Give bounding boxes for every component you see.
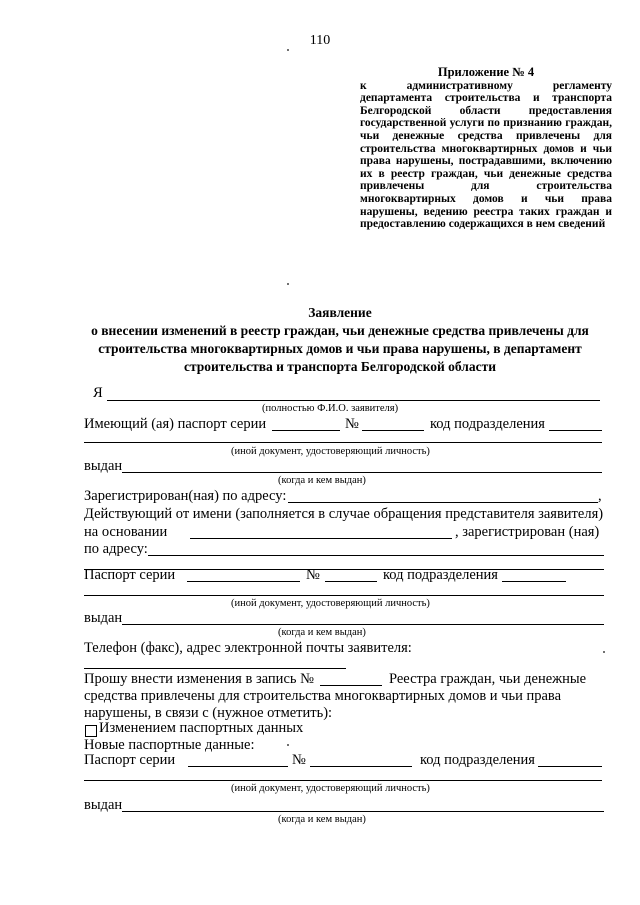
number-label: № <box>345 416 359 432</box>
on-basis-label: на основании <box>84 524 168 540</box>
request-line-3: нарушены, в связи с (нужное отметить): <box>84 705 333 721</box>
acting-on-behalf-text: Действующий от имени (заполняется в случае обращения представителя заявителя) <box>84 506 604 522</box>
rep-passport-number-field[interactable] <box>325 581 377 582</box>
passport-number-field[interactable] <box>362 430 424 431</box>
new-passport-series-field[interactable] <box>188 766 288 767</box>
rep-other-doc-field[interactable] <box>84 595 604 596</box>
new-passport-number-field[interactable] <box>310 766 412 767</box>
appendix-text: к административному регламенту департамента строительства и транспорта Белгородской области предоставления государственной услуги по признанию граждан, чьи денежные средства привлечены для строительства многоквартирных домов и чьи права нарушены, пострадавшими, включению их в реестр граждан, чьи денежные средства привлечены для строительства многоквартирных домов и чьи права нарушены, ведению реестра таких граждан и предоставлению содержащихся в нем сведений <box>360 79 612 231</box>
fio-caption: (полностью Ф.И.О. заявителя) <box>262 403 399 414</box>
new-number-label: № <box>292 752 306 768</box>
new-passport-label: Новые паспортные данные: <box>84 737 255 753</box>
page-number: 110 <box>309 33 331 48</box>
scan-speck <box>287 744 289 746</box>
rep-issued-label: выдан <box>84 610 123 626</box>
rep-division-code-field[interactable] <box>502 581 566 582</box>
request-line-1b: Реестра граждан, чьи денежные <box>389 671 587 687</box>
new-passport-series-label: Паспорт серии <box>84 752 176 768</box>
new-other-doc-field[interactable] <box>84 780 602 781</box>
new-other-doc-caption: (иной документ, удостоверяющий личность) <box>231 783 430 794</box>
record-number-field[interactable] <box>320 685 382 686</box>
appendix-block <box>360 66 612 231</box>
rep-issued-caption: (когда и кем выдан) <box>278 627 366 638</box>
title-main: Заявление <box>308 305 372 320</box>
rep-passport-series-field[interactable] <box>187 581 300 582</box>
fio-field[interactable] <box>107 400 600 401</box>
registered2-label: , зарегистрирован (ная) <box>455 524 600 540</box>
comma-text: , <box>598 488 602 504</box>
issued-caption: (когда и кем выдан) <box>278 475 366 486</box>
scan-speck <box>287 49 289 51</box>
request-line-2: средства привлечены для строительства многоквартирных домов и чьи права <box>84 688 562 704</box>
checkbox-label: Изменением паспортных данных <box>99 720 304 736</box>
new-issued-field[interactable] <box>122 811 604 812</box>
division-code-field[interactable] <box>549 430 602 431</box>
rep-issued-field[interactable] <box>122 624 604 625</box>
phone-field[interactable] <box>84 668 346 669</box>
rep-number-label: № <box>306 567 320 583</box>
by-address-label: по адресу: <box>84 541 148 557</box>
other-doc-field[interactable] <box>84 442 602 443</box>
phone-label: Телефон (факс), адрес электронной почты заявителя: <box>84 640 412 656</box>
request-line-1: Прошу внести изменения в запись № <box>84 671 314 687</box>
title-subtitle: о внесении изменений в реестр граждан, чьи денежные средства привлечены для строительства многоквартирных домов и чьи права нарушены, в департамент строительства и транспорта Белгородской области <box>91 323 589 374</box>
division-code-label: код подразделения <box>430 416 545 432</box>
rep-division-code-label: код подразделения <box>383 567 498 583</box>
scan-speck <box>287 283 289 285</box>
appendix-heading: Приложение № 4 <box>437 65 535 79</box>
registered-label: Зарегистрирован(ная) по адресу: <box>84 488 287 504</box>
new-division-code-field[interactable] <box>538 766 602 767</box>
scan-speck <box>603 651 605 653</box>
issued-field[interactable] <box>122 472 602 473</box>
on-basis-field[interactable] <box>190 538 452 539</box>
new-issued-label: выдан <box>84 797 123 813</box>
passport-change-checkbox[interactable] <box>85 725 97 737</box>
document-title <box>60 304 620 376</box>
registered-address-field[interactable] <box>288 502 598 503</box>
passport-series-field[interactable] <box>272 430 340 431</box>
other-doc-caption: (иной документ, удостоверяющий личность) <box>231 446 430 457</box>
issued-label: выдан <box>84 458 123 474</box>
new-division-code-label: код подразделения <box>420 752 535 768</box>
passport-holder-label: Имеющий (ая) паспорт серии <box>84 416 267 432</box>
ya-label: Я <box>93 385 103 401</box>
new-issued-caption: (когда и кем выдан) <box>278 814 366 825</box>
rep-address-field[interactable] <box>148 555 604 556</box>
rep-other-doc-caption: (иной документ, удостоверяющий личность) <box>231 598 430 609</box>
rep-passport-series-label: Паспорт серии <box>84 567 176 583</box>
